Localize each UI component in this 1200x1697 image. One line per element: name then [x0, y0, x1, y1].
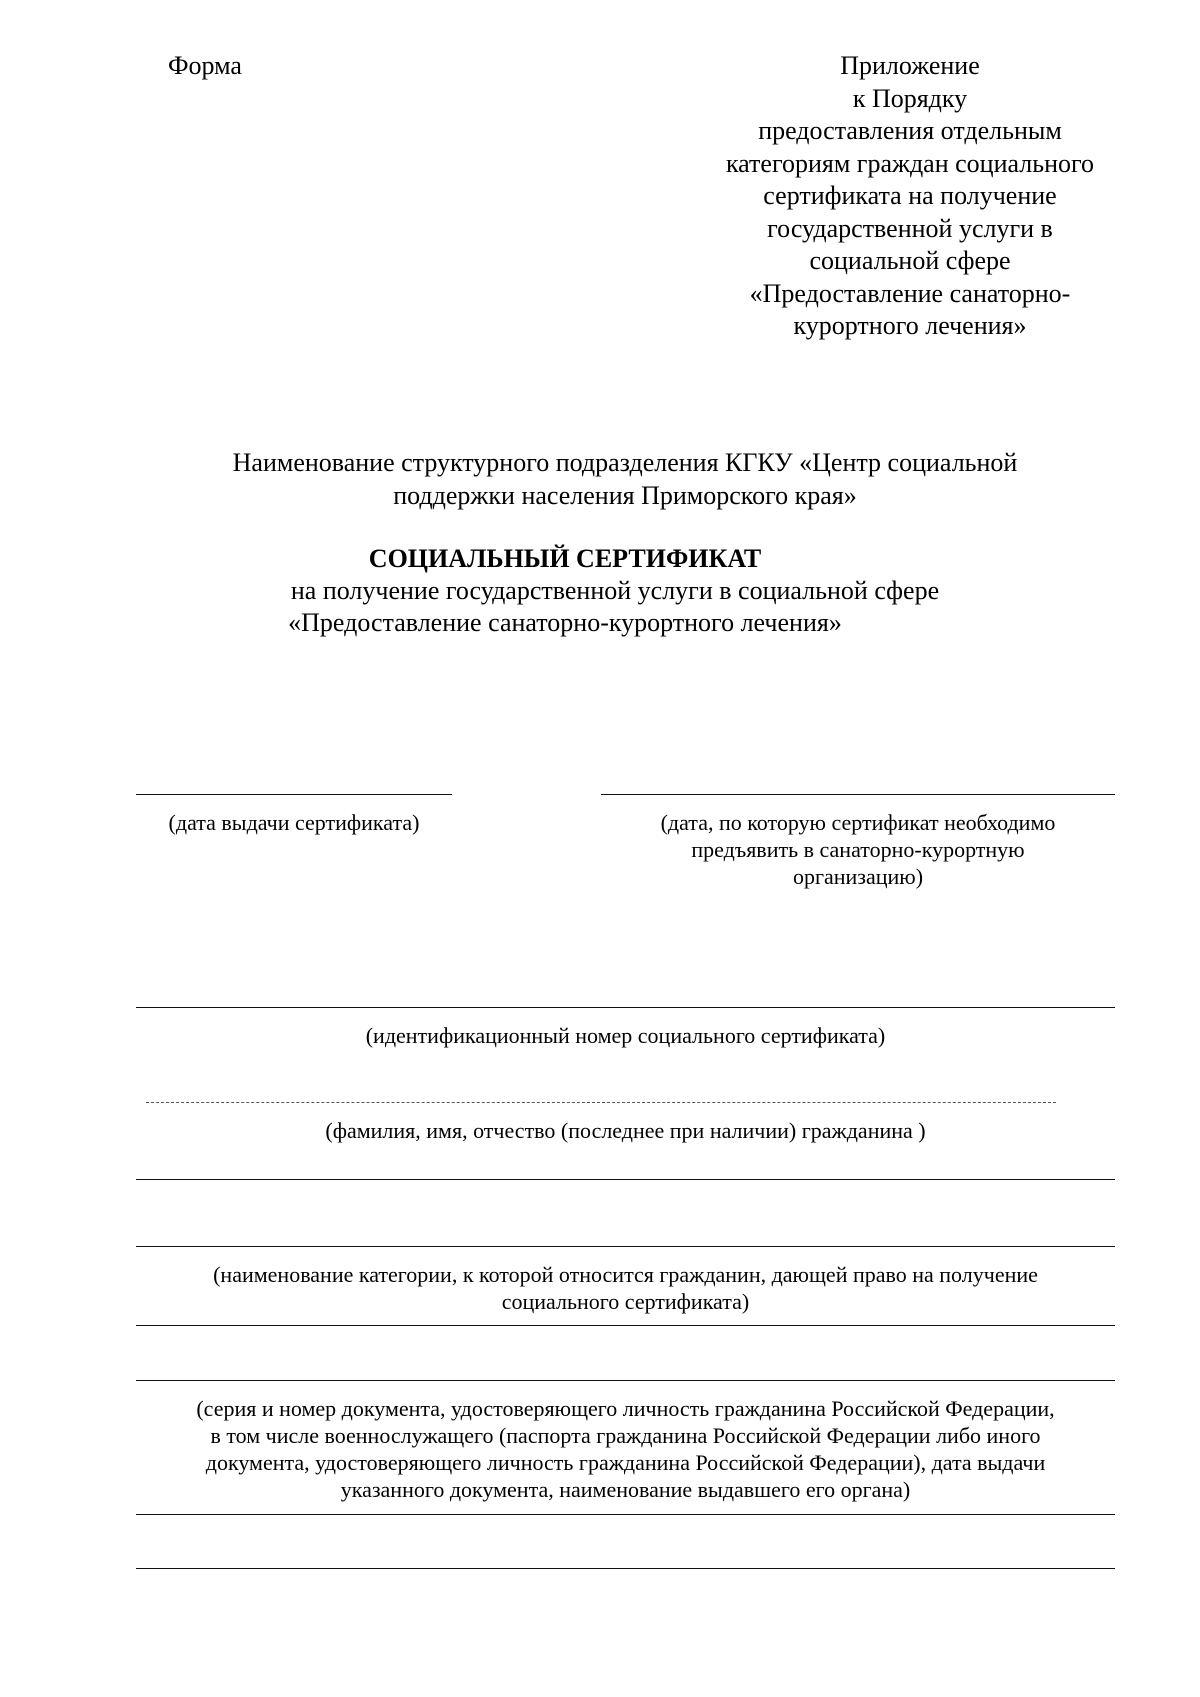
form-label: Форма [168, 51, 242, 80]
caption-text: (дата выдачи сертификата) [168, 810, 420, 835]
appendix-line: сертификата на получение [763, 181, 1057, 210]
organization-line: поддержки населения Приморского края» [393, 481, 857, 510]
full-name-line[interactable] [146, 1102, 1056, 1103]
caption-text: (фамилия, имя, отчество (последнее при наличии) гражданина ) [325, 1118, 926, 1143]
issue-date-caption [136, 809, 452, 836]
appendix-line: социальной сфере [809, 246, 1011, 275]
caption-text: в том числе военнослужащего (паспорта гражданина Российской Федерации либо иного [210, 1423, 1041, 1448]
appendix-line: курортного лечения» [793, 311, 1027, 340]
appendix-line: к Порядку [852, 83, 968, 113]
caption-text: (серия и номер документа, удостоверяющего личность гражданина Российской Федерации, [196, 1396, 1055, 1421]
appendix-line: «Предоставление санаторно- [749, 278, 1071, 308]
issue-date-line[interactable] [136, 794, 452, 795]
identity-document-line-3[interactable] [136, 1568, 1115, 1569]
appendix-line: Приложение [840, 51, 980, 80]
category-line-1[interactable] [136, 1179, 1115, 1180]
present-by-date-caption [601, 809, 1115, 890]
certificate-heading: СОЦИАЛЬНЫЙ СЕРТИФИКАТ [368, 544, 762, 573]
category-line-2[interactable] [136, 1246, 1115, 1247]
identity-document-caption [136, 1395, 1115, 1503]
caption-text: (дата, по которую сертификат необходимо [660, 810, 1056, 835]
category-caption [136, 1261, 1115, 1315]
category-line-3[interactable] [136, 1325, 1115, 1326]
caption-text: (идентификационный номер социального сертификата) [365, 1023, 886, 1048]
id-number-caption [136, 1022, 1115, 1049]
id-number-line[interactable] [136, 1007, 1115, 1008]
caption-text: документа, удостоверяющего личность гражданина Российской Федерации), дата выдачи [205, 1450, 1046, 1475]
caption-text: организацию) [792, 864, 924, 889]
appendix-line: категориям граждан социального [725, 148, 1095, 178]
certificate-title-block [120, 543, 1130, 639]
appendix-block [700, 50, 1120, 343]
caption-text: указанного документа, наименование выдавшего его органа) [340, 1477, 911, 1502]
appendix-line: предоставления отдельным [758, 116, 1062, 145]
caption-text: социального сертификата) [501, 1289, 750, 1314]
caption-text: (наименование категории, к которой относится гражданин, дающей право на получение [213, 1262, 1038, 1287]
caption-text: предъявить в санаторно-курортную [691, 837, 1025, 862]
certificate-subtitle: на получение государственной услуги в социальной сфере [290, 576, 940, 605]
present-by-date-line[interactable] [601, 794, 1115, 795]
full-name-caption [136, 1117, 1115, 1144]
identity-document-line-2[interactable] [136, 1514, 1115, 1515]
certificate-subtitle: «Предоставление санаторно-курортного лечения» [288, 608, 842, 637]
organization-line: Наименование структурного подразделения КГКУ «Центр социальной [232, 448, 1018, 477]
organization-name [120, 446, 1130, 512]
appendix-line: государственной услуги в [767, 213, 1053, 243]
identity-document-line[interactable] [136, 1380, 1115, 1381]
